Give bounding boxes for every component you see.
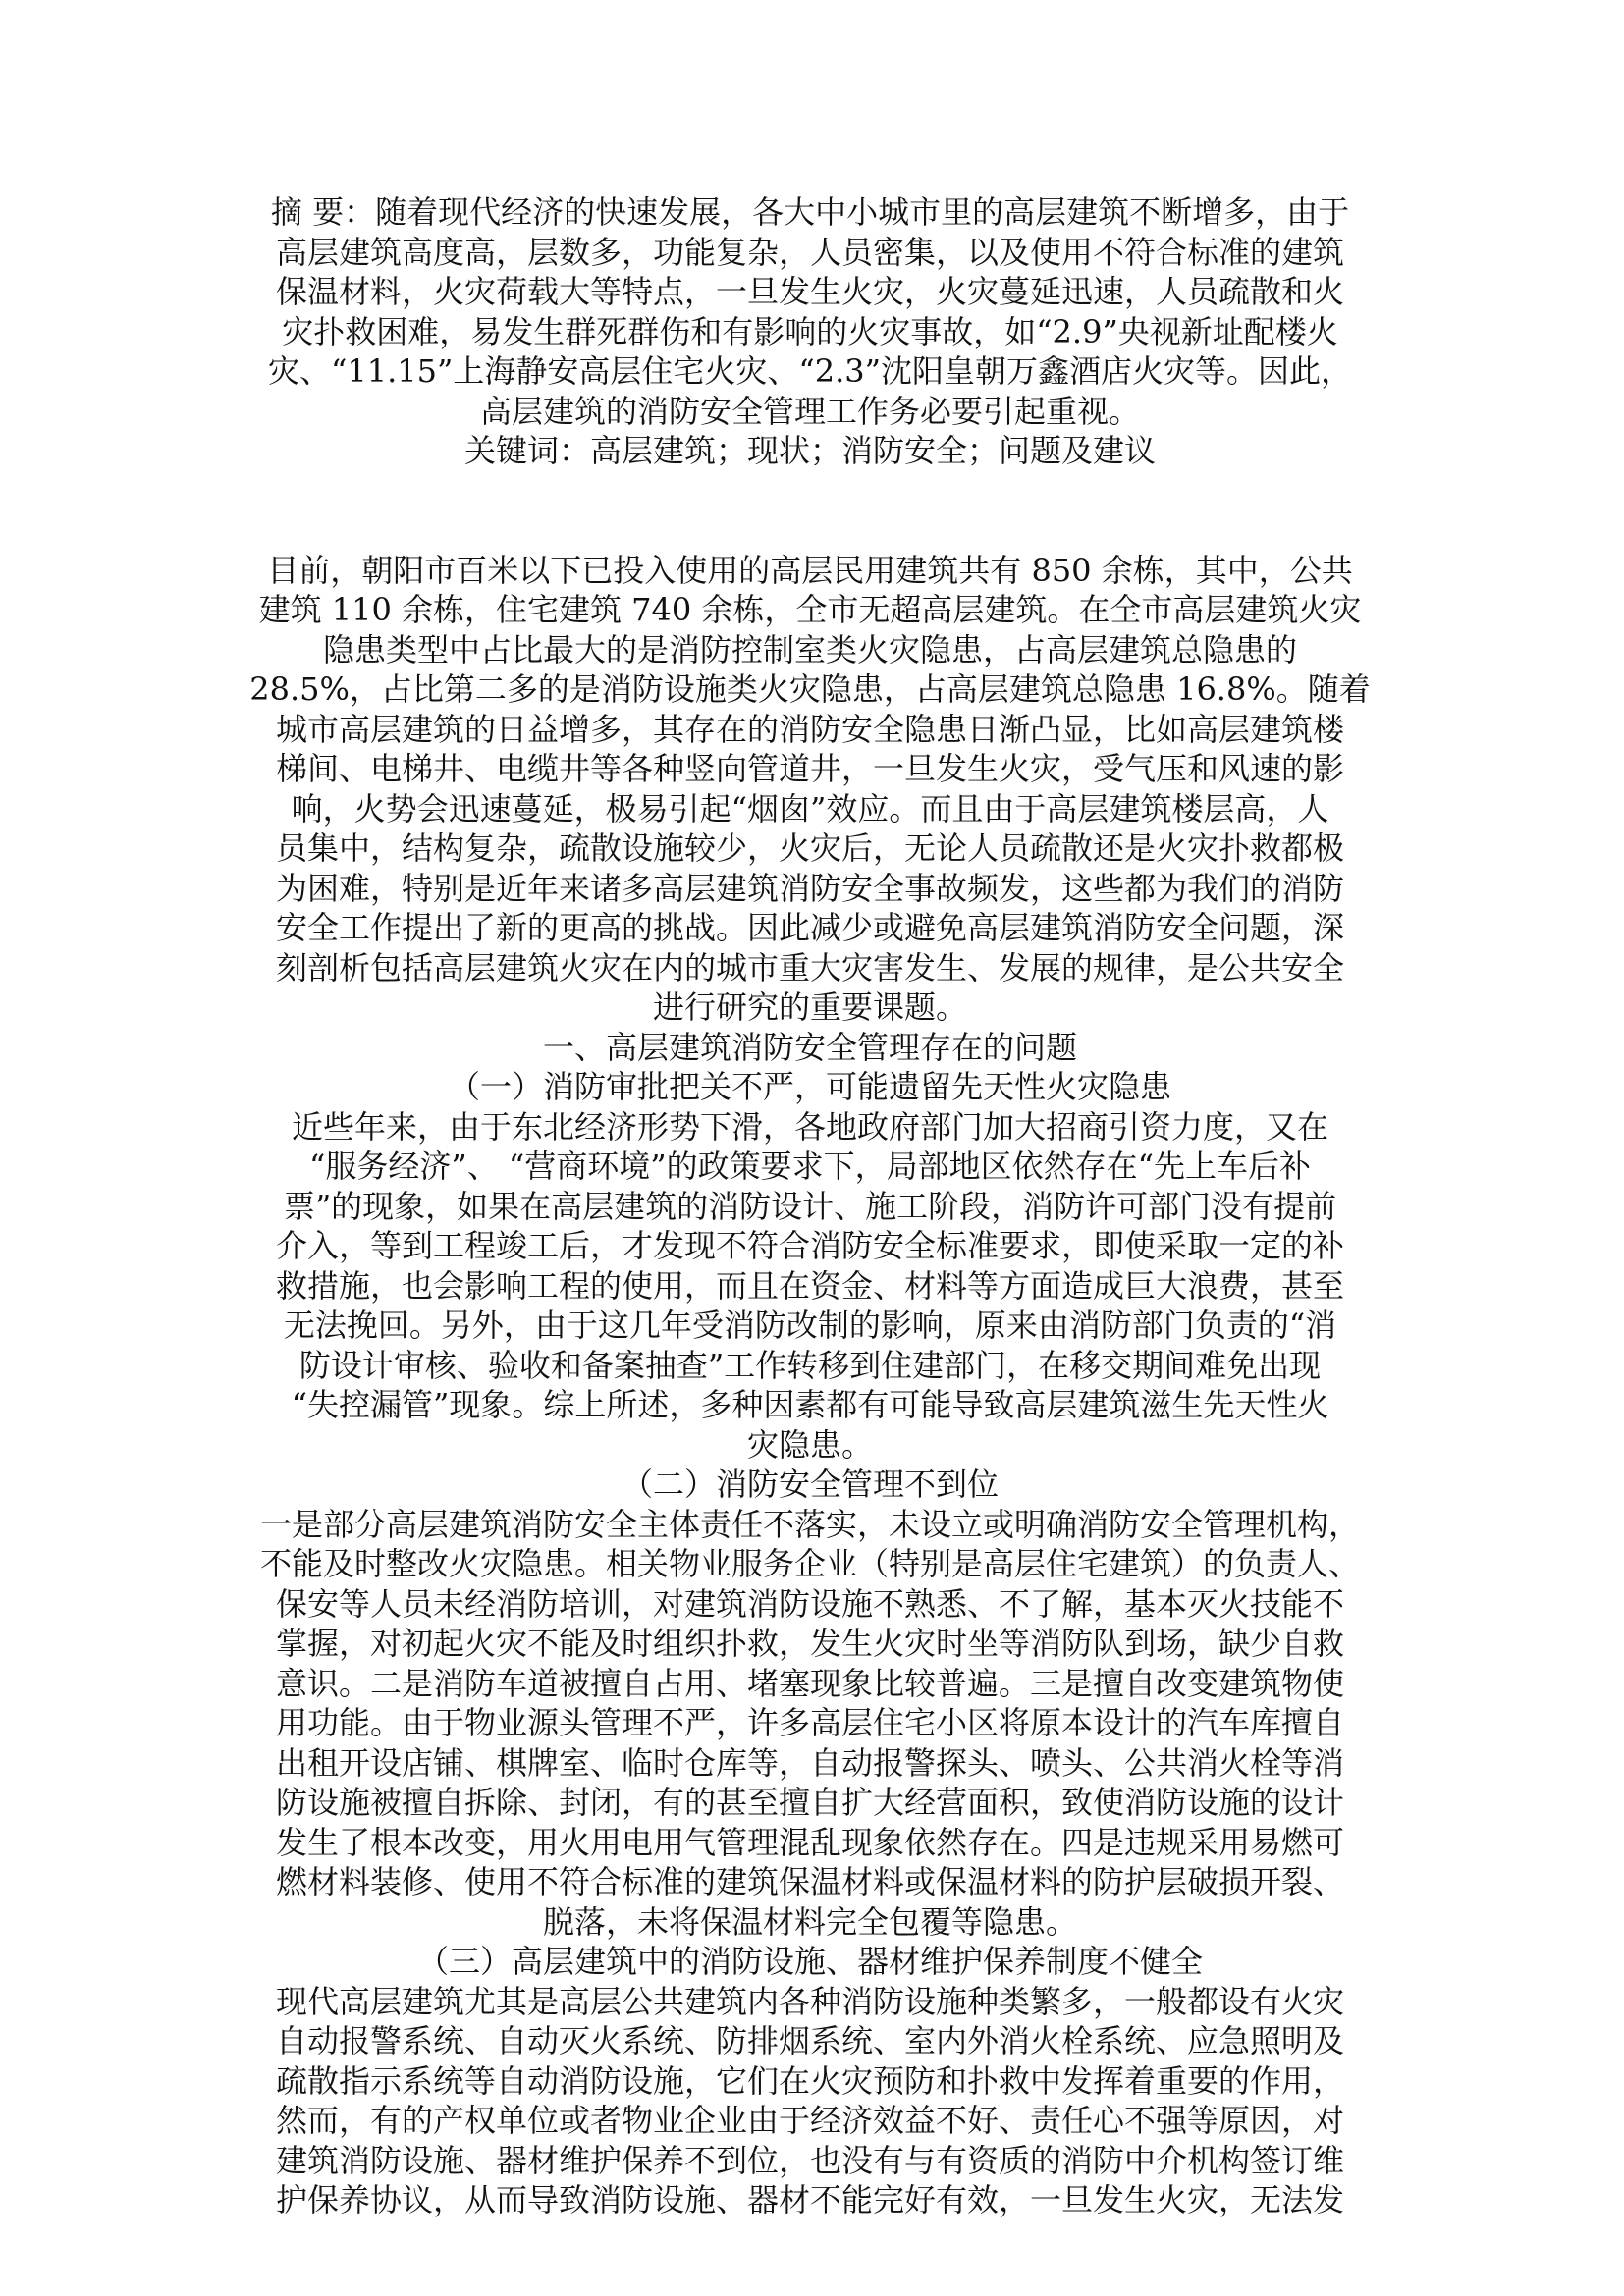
text-line: 进行研究的重要课题。: [652, 988, 967, 1026]
text-line: 目前，朝阳市百米以下已投入使用的高层民用建筑共有 850 余栋，其中，公共: [267, 551, 1353, 589]
section-heading: 一、高层建筑消防安全管理存在的问题: [542, 1028, 1077, 1066]
text-line: 灾隐患。: [746, 1425, 873, 1464]
abstract: [245, 192, 1375, 431]
text-line: 发生了根本改变，用火用电用气管理混乱现象依然存在。四是违规采用易燃可: [275, 1823, 1344, 1861]
text-line: 梯间、电梯井、电缆井等各种竖向管道井，一旦发生火灾，受气压和风速的影: [275, 750, 1344, 787]
subsection-3-paragraph: [245, 1982, 1375, 2220]
text-line: 保安等人员未经消防培训，对建筑消防设施不熟悉、不了解，基本灭火技能不: [275, 1584, 1344, 1623]
text-line: 不能及时整改火灾隐患。相关物业服务企业（特别是高层住宅建筑）的负责人、: [259, 1545, 1360, 1582]
text-line: 防设施被擅自拆除、封闭，有的甚至擅自扩大经营面积，致使消防设施的设计: [275, 1784, 1344, 1821]
text-line: 燃材料装修、使用不符合标准的建筑保温材料或保温材料的防护层破损开裂、: [275, 1863, 1344, 1900]
abstract-line: 保温材料，火灾荷载大等特点，一旦发生火灾，火灾蔓延迅速，人员疏散和火: [275, 273, 1344, 310]
text-line: 介入，等到工程竣工后，才发现不符合消防安全标准要求，即使采取一定的补: [275, 1227, 1344, 1264]
text-line: 用功能。由于物业源头管理不严，许多高层住宅小区将原本设计的汽车库擅自: [275, 1704, 1344, 1741]
keywords: 关键词：高层建筑；现状；消防安全；问题及建议: [463, 432, 1156, 469]
text-line: 刻剖析包括高层建筑火灾在内的城市重大灾害发生、发展的规律，是公共安全: [275, 948, 1344, 987]
text-line: 护保养协议，从而导致消防设施、器材不能完好有效，一旦发生火灾，无法发: [275, 2181, 1344, 2218]
text-line: 建筑消防设施、器材维护保养不到位，也没有与有资质的消防中介机构签订维: [275, 2141, 1344, 2179]
text-line: 建筑 110 余栋，住宅建筑 740 余栋，全市无超高层建筑。在全市高层建筑火灾: [258, 591, 1362, 628]
text-line: 隐患类型中占比最大的是消防控制室类火灾隐患，占高层建筑总隐患的: [322, 630, 1297, 668]
text-line: “失控漏管”现象。综上所述，多种因素都有可能导致高层建筑滋生先天性火: [291, 1386, 1329, 1423]
subsection-heading: （一）消防审批把关不严，可能遗留先天性火灾隐患: [448, 1068, 1171, 1105]
text-line: 现代高层建筑尤其是高层公共建筑内各种消防设施种类繁多，一般都设有火灾: [275, 1982, 1344, 2020]
text-line: 出租开设店铺、棋牌室、临时仓库等，自动报警探头、喷头、公共消火栓等消: [275, 1743, 1344, 1782]
text-line: 救措施，也会影响工程的使用，而且在资金、材料等方面造成巨大浪费，甚至: [275, 1266, 1344, 1305]
text-line: 然而，有的产权单位或者物业企业由于经济效益不好、责任心不强等原因，对: [275, 2102, 1344, 2139]
subsection-heading: （三）高层建筑中的消防设施、器材维护保养制度不健全: [416, 1943, 1203, 1980]
abstract-line: 高层建筑的消防安全管理工作务必要引起重视。: [479, 392, 1140, 430]
text-line: 响，火势会迅速蔓延，极易引起“烟囱”效应。而且由于高层建筑楼层高，人: [291, 789, 1329, 828]
text-line: “服务经济”、 “营商环境”的政策要求下，局部地区依然存在“先上车后补: [309, 1148, 1311, 1185]
intro-paragraph: [245, 551, 1375, 1028]
text-line: 掌握，对初起火灾不能及时组织扑救，发生火灾时坐等消防队到场，缺少自救: [275, 1625, 1344, 1662]
text-line: 无法挽回。另外，由于这几年受消防改制的影响，原来由消防部门负责的“消: [283, 1307, 1337, 1344]
subsection-1-paragraph: [245, 1107, 1375, 1466]
text-line: 一是部分高层建筑消防安全主体责任不落实，未设立或明确消防安全管理机构，: [259, 1505, 1360, 1543]
text-line: 疏散指示系统等自动消防设施，它们在火灾预防和扑救中发挥着重要的作用，: [275, 2061, 1344, 2100]
text-line: 28.5%，占比第二多的是消防设施类火灾隐患，占高层建筑总隐患 16.8%。随着: [249, 670, 1371, 708]
subsection-2-paragraph: [245, 1505, 1375, 1943]
text-line: 安全工作提出了新的更高的挑战。因此减少或避免高层建筑消防安全问题，深: [275, 909, 1344, 946]
text-line: 城市高层建筑的日益增多，其存在的消防安全隐患日渐凸显，比如高层建筑楼: [275, 710, 1344, 748]
text-line: 为困难，特别是近年来诸多高层建筑消防安全事故频发，这些都为我们的消防: [275, 869, 1344, 907]
text-line: 脱落，未将保温材料完全包覆等隐患。: [542, 1902, 1077, 1941]
text-line: 票”的现象，如果在高层建筑的消防设计、施工阶段，消防许可部门没有提前: [283, 1187, 1337, 1225]
text-line: 近些年来，由于东北经济形势下滑，各地政府部门加大招商引资力度，又在: [291, 1107, 1328, 1146]
text-line: 防设计审核、验收和备案抽查”工作转移到住建部门，在移交期间难免出现: [298, 1346, 1322, 1384]
text-line: 员集中，结构复杂，疏散设施较少，火灾后，无论人员疏散还是火灾扑救都极: [275, 829, 1344, 867]
abstract-line: 摘 要：随着现代经济的快速发展，各大中小城市里的高层建筑不断增多，由于: [270, 193, 1350, 231]
spacer: [245, 471, 1375, 551]
abstract-line: 灾扑救困难，易发生群死群伤和有影响的火灾事故，如“2.9”央视新址配楼火: [282, 312, 1338, 350]
text-line: 意识。二是消防车道被擅自占用、堵塞现象比较普遍。三是擅自改变建筑物使: [275, 1664, 1344, 1702]
document-page: [245, 192, 1375, 2220]
abstract-line: 高层建筑高度高，层数多，功能复杂，人员密集，以及使用不符合标准的建筑: [275, 233, 1344, 271]
abstract-line: 灾、“11.15”上海静安高层住宅火灾、“2.3”沈阳皇朝万鑫酒店火灾等。因此，: [268, 352, 1352, 390]
subsection-heading: （二）消防安全管理不到位: [621, 1466, 999, 1503]
text-line: 自动报警系统、自动灭火系统、防排烟系统、室内外消火栓系统、应急照明及: [275, 2022, 1344, 2059]
